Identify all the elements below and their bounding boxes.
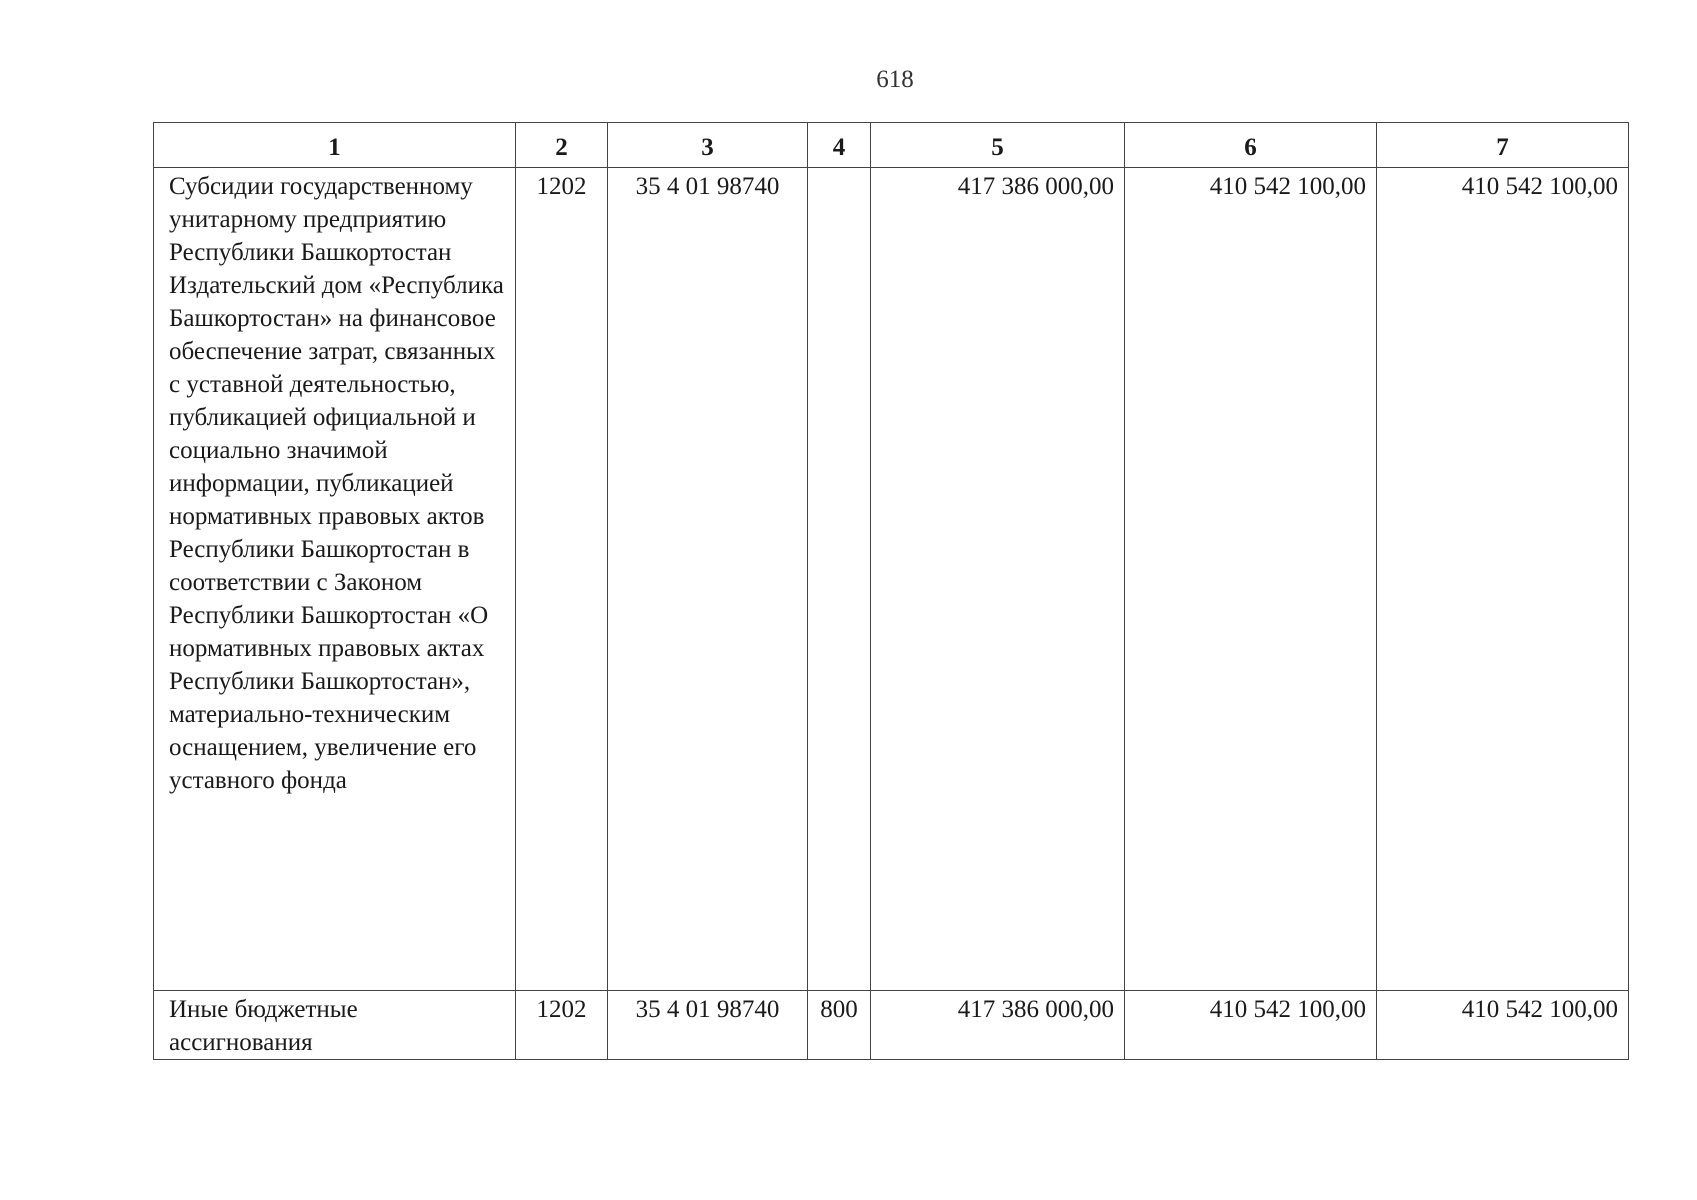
amount-cell-1: 417 386 000,00 (871, 168, 1125, 991)
column-header: 2 (516, 123, 608, 168)
column-header: 3 (608, 123, 808, 168)
section-code-cell: 1202 (516, 168, 608, 991)
amount-cell-1: 417 386 000,00 (871, 991, 1125, 1060)
table-row (154, 991, 1629, 1060)
expense-type-cell: 800 (808, 991, 871, 1060)
page-number: 618 (876, 66, 914, 93)
target-code-cell: 35 4 01 98740 (608, 991, 808, 1060)
target-code-cell: 35 4 01 98740 (608, 168, 808, 991)
table-row (154, 168, 1629, 991)
row-name-cell: Иные бюджетные ассигнования (154, 991, 516, 1060)
table-header-row (154, 123, 1629, 168)
amount-cell-3: 410 542 100,00 (1377, 991, 1629, 1060)
expense-type-cell (808, 168, 871, 991)
column-header: 7 (1377, 123, 1629, 168)
column-header: 4 (808, 123, 871, 168)
column-header: 1 (154, 123, 516, 168)
amount-cell-2: 410 542 100,00 (1125, 168, 1377, 991)
column-header: 5 (871, 123, 1125, 168)
amount-cell-2: 410 542 100,00 (1125, 991, 1377, 1060)
section-code-cell: 1202 (516, 991, 608, 1060)
column-header: 6 (1125, 123, 1377, 168)
amount-cell-3: 410 542 100,00 (1377, 168, 1629, 991)
budget-table (153, 122, 1629, 1060)
row-name-cell: Субсидии государственному унитарному предприятию Республики Башкортостан Издательский дом «Республика Башкортостан» на финансовое обеспечение затрат, связанных с уставной деятельностью, публикацией официальной и социально значимой информации, публикацией нормативных правовых актов Республики Башкортостан в соответствии с Законом Республики Башкортостан «О нормативных правовых актах Республики Башкортостан», материально-техническим оснащением, увеличение его уставного фонда (154, 168, 516, 991)
